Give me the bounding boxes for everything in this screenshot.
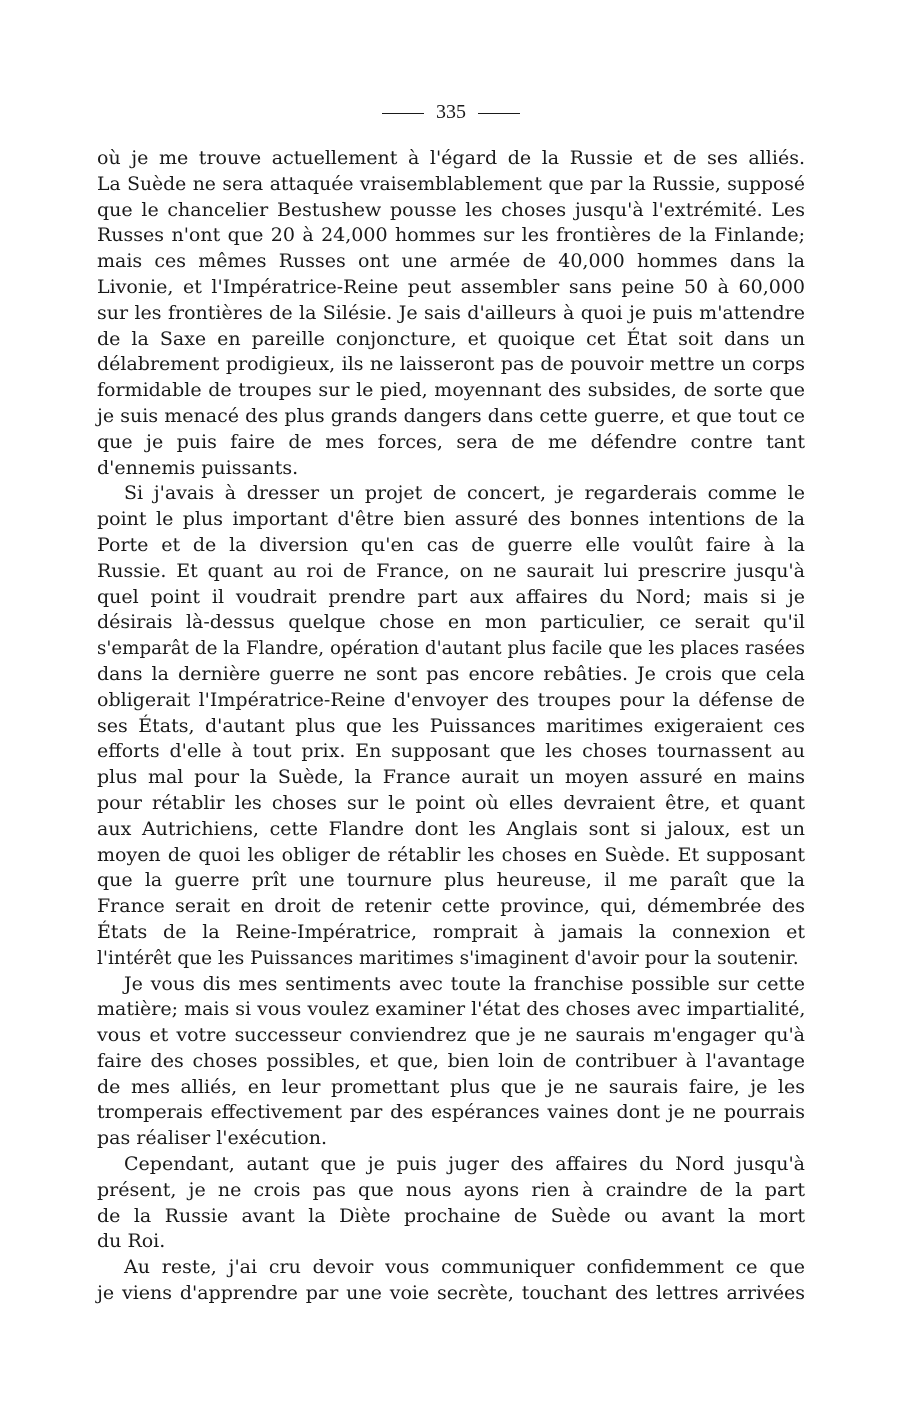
text-line: où je me trouve actuellement à l'égard de la Russie et de ses alliés. bbox=[97, 147, 805, 169]
text-line: pour rétablir les choses sur le point où elles devraient être, et quant bbox=[97, 791, 805, 814]
text-line: Porte et de la diversion qu'en cas de guerre elle voulût faire à la bbox=[97, 533, 805, 556]
text-line: Je vous dis mes sentiments avec toute la franchise possible sur cette bbox=[124, 972, 805, 995]
text-line: que je puis faire de mes forces, sera de me défendre contre tant bbox=[97, 430, 805, 453]
text-line: du Roi. bbox=[97, 1230, 166, 1253]
text-line: Cependant, autant que je puis juger des affaires du Nord jusqu'à bbox=[124, 1153, 805, 1176]
text-line: États de la Reine-Impératrice, romprait à jamais la connexion et bbox=[97, 920, 805, 943]
text-line: plus mal pour la Suède, la France aurait un moyen assuré en mains bbox=[97, 766, 805, 789]
text-line: de mes alliés, en leur promettant plus que je ne saurais faire, je les bbox=[97, 1075, 805, 1098]
paragraph bbox=[97, 1152, 805, 1255]
text-line: France serait en droit de retenir cette province, qui, démembrée des bbox=[97, 895, 805, 918]
text-line: efforts d'elle à tout prix. En supposant que les choses tournassent au bbox=[97, 740, 805, 763]
text-line: que le chancelier Bestushew pousse les choses jusqu'à l'extrémité. Les bbox=[97, 198, 805, 221]
page-number: 335 bbox=[436, 101, 466, 124]
text-line: présent, je ne crois pas que nous ayons rien à craindre de la part bbox=[97, 1178, 805, 1201]
text-line: l'intérêt que les Puissances maritimes s'imaginent d'avoir pour la soutenir. bbox=[97, 947, 799, 969]
document-page bbox=[97, 100, 805, 1307]
text-line: mais ces mêmes Russes ont une armée de 40,000 hommes dans la bbox=[97, 250, 805, 273]
text-line: Livonie, et l'Impératrice-Reine peut assembler sans peine 50 à 60,000 bbox=[97, 275, 805, 298]
page-header bbox=[97, 100, 805, 134]
text-line: Russie. Et quant au roi de France, on ne saurait lui prescrire jusqu'à bbox=[97, 559, 805, 582]
text-line: faire des choses possibles, et que, bien loin de contribuer à l'avantage bbox=[97, 1049, 805, 1072]
body-text bbox=[97, 146, 805, 1307]
text-line: s'emparât de la Flandre, opération d'autant plus facile que les places rasées bbox=[97, 638, 805, 660]
header-rule-left bbox=[382, 113, 424, 114]
paragraph bbox=[97, 1255, 805, 1307]
text-line: de la Russie avant la Diète prochaine de Suède ou avant la mort bbox=[97, 1204, 805, 1227]
text-line: formidable de troupes sur le pied, moyennant des subsides, de sorte que bbox=[97, 379, 805, 402]
paragraph bbox=[97, 481, 805, 971]
text-line: obligerait l'Impératrice-Reine d'envoyer des troupes pour la défense de bbox=[97, 688, 805, 711]
text-line: vous et votre successeur conviendrez que je ne saurais m'engager qu'à bbox=[97, 1024, 805, 1047]
text-line: délabrement prodigieux, ils ne laisseront pas de pouvoir mettre un corps bbox=[97, 353, 805, 376]
text-line: je suis menacé des plus grands dangers dans cette guerre, et que tout ce bbox=[97, 404, 805, 427]
text-line: ses États, d'autant plus que les Puissances maritimes exigeraient ces bbox=[97, 714, 805, 737]
text-line: pas réaliser l'exécution. bbox=[97, 1127, 328, 1150]
text-line: matière; mais si vous voulez examiner l'état des choses avec impartialité, bbox=[97, 998, 806, 1021]
text-line: La Suède ne sera attaquée vraisemblablement que par la Russie, supposé bbox=[97, 173, 805, 195]
text-line: quel point il voudrait prendre part aux affaires du Nord; mais si je bbox=[97, 585, 805, 608]
text-line: tromperais effectivement par des espérances vaines dont je ne pourrais bbox=[97, 1101, 805, 1124]
text-line: aux Autrichiens, cette Flandre dont les Anglais sont si jaloux, est un bbox=[97, 817, 805, 840]
text-line: de la Saxe en pareille conjoncture, et quoique cet État soit dans un bbox=[97, 327, 805, 350]
text-line: dans la dernière guerre ne sont pas encore rebâties. Je crois que cela bbox=[97, 662, 805, 685]
text-line: Si j'avais à dresser un projet de concert, je regarderais comme le bbox=[124, 482, 805, 505]
text-line: je viens d'apprendre par une voie secrète, touchant des lettres arrivées bbox=[97, 1282, 805, 1305]
text-line: point le plus important d'être bien assuré des bonnes intentions de la bbox=[97, 508, 805, 531]
text-line: Au reste, j'ai cru devoir vous communiquer confidemment ce que bbox=[124, 1256, 805, 1279]
text-line: moyen de quoi les obliger de rétablir les choses en Suède. Et supposant bbox=[97, 843, 805, 866]
paragraph bbox=[97, 972, 805, 1153]
text-line: sur les frontières de la Silésie. Je sais d'ailleurs à quoi je puis m'attendre bbox=[97, 301, 805, 324]
text-line: d'ennemis puissants. bbox=[97, 456, 299, 479]
text-line: que la guerre prît une tournure plus heureuse, il me paraît que la bbox=[97, 869, 805, 892]
header-rule-right bbox=[478, 113, 520, 114]
text-line: désirais là-dessus quelque chose en mon particulier, ce serait qu'il bbox=[97, 611, 805, 634]
text-line: Russes n'ont que 20 à 24,000 hommes sur les frontières de la Finlande; bbox=[97, 224, 805, 247]
paragraph bbox=[97, 146, 805, 481]
